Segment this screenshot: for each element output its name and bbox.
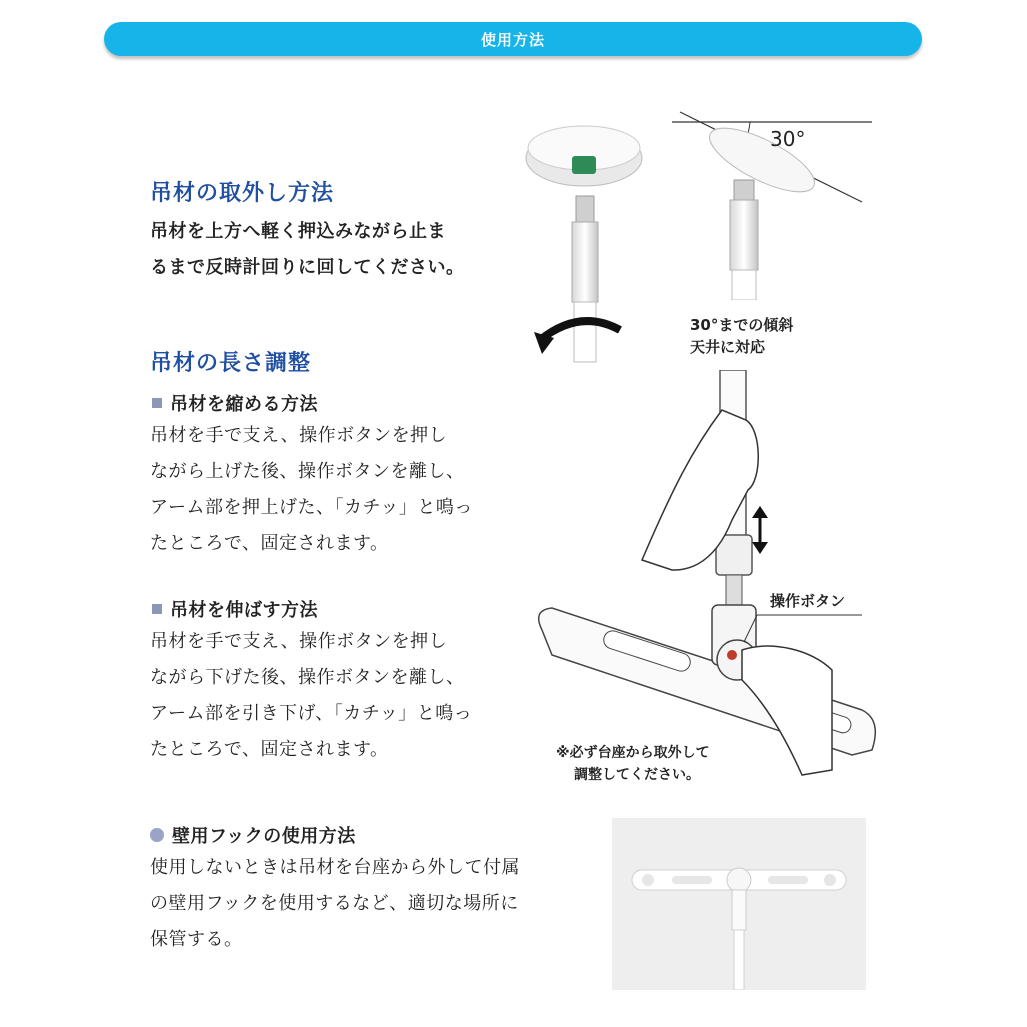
wall-hook-subtitle (150, 822, 356, 848)
removal-title: 吊材の取外し方法 (150, 181, 335, 206)
shorten-subtitle (152, 390, 318, 416)
extend-line-3: アーム部を引き下げ、「カチッ」と鳴っ (150, 703, 473, 724)
adjust-note (556, 742, 710, 786)
square-bullet-icon (152, 604, 162, 614)
adjust-note-line-1: ※必ず台座から取外して (556, 745, 710, 761)
circle-bullet-icon (150, 828, 164, 842)
up-down-arrow-icon (752, 506, 768, 554)
extend-text (150, 624, 472, 768)
operation-button-label: 操作ボタン (770, 592, 846, 610)
shorten-title: 吊材を縮める方法 (170, 394, 318, 415)
wall-hook-line-1: 使用しないときは吊材を台座から外して付属 (150, 857, 520, 878)
square-bullet-icon (152, 398, 162, 408)
shorten-line-3: アーム部を押上げた、「カチッ」と鳴っ (150, 497, 473, 518)
ceiling-mount-illustration (520, 118, 650, 363)
removal-line-2: るまで反時計回りに回してください。 (150, 257, 465, 278)
wall-hook-text (150, 850, 520, 958)
shorten-text (150, 418, 473, 562)
tilt-caption-line-2: 天井に対応 (690, 338, 766, 356)
shorten-line-4: たところで、固定されます。 (150, 533, 389, 554)
wall-hook-line-2: の壁用フックを使用するなど、適切な場所に (150, 893, 519, 914)
removal-text (150, 214, 465, 286)
section-header (104, 22, 922, 56)
wall-hook-photo (612, 818, 866, 990)
removal-line-1: 吊材を上方へ軽く押込みながら止ま (150, 221, 446, 242)
tilt-caption-line-1: 30°までの傾斜 (690, 316, 794, 334)
length-title: 吊材の長さ調整 (150, 351, 312, 376)
shorten-line-2: ながら上げた後、操作ボタンを離し、 (150, 461, 465, 482)
angle-label: 30° (770, 127, 806, 151)
section-header-title: 使用方法 (480, 30, 545, 49)
extend-title: 吊材を伸ばす方法 (170, 600, 318, 621)
extend-line-1: 吊材を手で支え、操作ボタンを押し (150, 631, 448, 652)
length-adjust-illustration (532, 370, 882, 790)
wall-hook-title: 壁用フックの使用方法 (172, 826, 356, 847)
extend-subtitle (152, 596, 318, 622)
wall-hook-line-3: 保管する。 (150, 929, 243, 950)
extend-line-4: たところで、固定されます。 (150, 739, 389, 760)
extend-line-2: ながら下げた後、操作ボタンを離し、 (150, 667, 465, 688)
tilt-caption (690, 314, 793, 358)
shorten-line-1: 吊材を手で支え、操作ボタンを押し (150, 425, 448, 446)
adjust-note-line-2: 調整してください。 (574, 767, 700, 783)
